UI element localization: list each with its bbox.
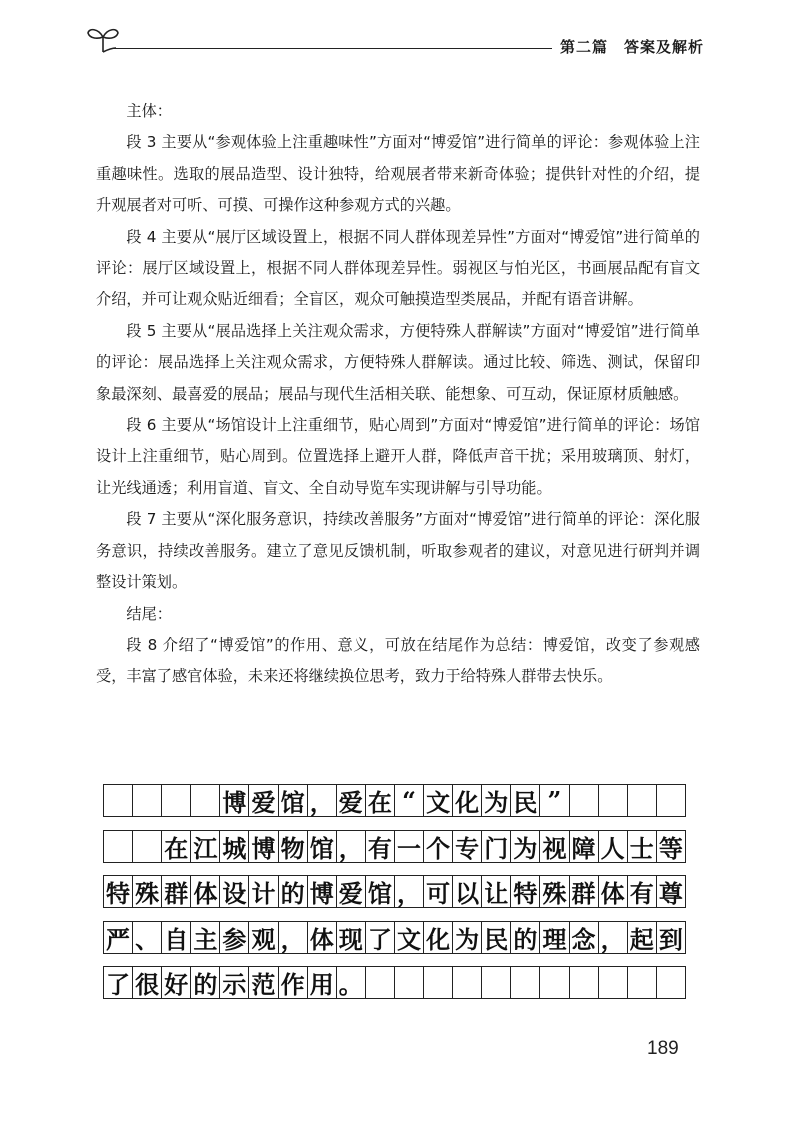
grid-cell: 特: [104, 875, 133, 908]
grid-cell: 在: [162, 830, 191, 863]
grid-cell: 起: [628, 921, 657, 954]
grid-cell: 爱: [249, 784, 278, 817]
grid-cell: 到: [657, 921, 686, 954]
paragraph: 主体：: [126, 102, 172, 120]
grid-cell: 自: [162, 921, 191, 954]
grid-cell: 计: [249, 875, 278, 908]
grid-cell: [570, 966, 599, 999]
grid-cell: 尊: [657, 875, 686, 908]
grid-cell: ，: [308, 784, 337, 817]
grid-cell: 化: [424, 921, 453, 954]
paragraph: 段 6 主要从“场馆设计上注重细节，贴心周到”方面对“博爱馆”进行简单的评论：场馆设计上注重细节，贴心周到。位置选择上避开人群，降低声音干扰；采用玻璃顶、射灯，让光线通透；利用盲道、盲文、全自动导览车实现讲解与引导功能。: [96, 416, 700, 497]
grid-cell: 门: [482, 830, 511, 863]
grid-row: [103, 875, 686, 908]
grid-cell: 为: [482, 784, 511, 817]
paragraph: 段 5 主要从“展品选择上关注观众需求，方便特殊人群解读”方面对“博爱馆”进行简单的评论：展品选择上关注观众需求，方便特殊人群解读。通过比较、筛选、测试，保留印象最深刻、最喜爱的展品；展品与现代生活相关联、能想象、可互动，保证原材质触感。: [96, 321, 700, 403]
grid-cell: 群: [570, 875, 599, 908]
grid-cell: 现: [337, 921, 366, 954]
grid-cell: 的: [279, 875, 308, 908]
grid-row: [103, 830, 686, 863]
grid-cell: [453, 966, 482, 999]
grid-cell: 博: [308, 875, 337, 908]
header-title: 第二篇 答案及解析: [560, 38, 705, 56]
grid-cell: 江: [191, 830, 220, 863]
grid-cell: 作: [279, 966, 308, 999]
grid-row: [103, 921, 686, 954]
grid-cell: [104, 830, 133, 863]
grid-cell: 民: [511, 784, 540, 817]
grid-cell: [570, 784, 599, 817]
grid-cell: 个: [424, 830, 453, 863]
grid-row: [103, 784, 686, 817]
grid-cell: 馆: [366, 875, 395, 908]
grid-cell: 的: [511, 921, 540, 954]
grid-cell: ，: [337, 830, 366, 863]
grid-cell: 了: [104, 966, 133, 999]
grid-cell: ，: [279, 921, 308, 954]
grid-cell: ，: [599, 921, 628, 954]
grid-cell: ，: [395, 875, 424, 908]
grid-cell: 观: [249, 921, 278, 954]
paragraph: 段 4 主要从“展厅区域设置上，根据不同人群体现差异性”方面对“博爱馆”进行简单的评论：展厅区域设置上，根据不同人群体现差异性。弱视区与怕光区，书画展品配有盲文介绍，并可让观众贴近细看；全盲区，观众可触摸造型类展品，并配有语音讲解。: [96, 227, 700, 309]
paragraph: 段 3 主要从“参观体验上注重趣味性”方面对“博爱馆”进行简单的评论：参观体验上注重趣味性。选取的展品造型、设计独特，给观展者带来新奇体验；提供针对性的介绍，提升观展者对可听、可摸、可操作这种参观方式的兴趣。: [96, 133, 700, 215]
grid-cell: 馆: [308, 830, 337, 863]
grid-cell: 严: [104, 921, 133, 954]
grid-cell: [657, 966, 686, 999]
grid-cell: [511, 966, 540, 999]
answer-grid: [103, 784, 686, 1012]
grid-cell: 理: [540, 921, 569, 954]
grid-cell: 参: [220, 921, 249, 954]
grid-cell: [191, 784, 220, 817]
paragraph: 结尾：: [126, 604, 172, 623]
grid-cell: 殊: [540, 875, 569, 908]
grid-row: [103, 966, 686, 999]
paragraph: 段 8 介绍了“博爱馆”的作用、意义，可放在结尾作为总结：博爱馆，改变了参观感受，丰富了感官体验，未来还将继续换位思考，致力于给特殊人群带去快乐。: [96, 635, 700, 686]
grid-cell: 很: [133, 966, 162, 999]
grid-cell: 文: [424, 784, 453, 817]
grid-cell: 以: [453, 875, 482, 908]
page-number: 189: [647, 1038, 679, 1059]
grid-cell: [133, 784, 162, 817]
grid-cell: 。: [337, 966, 366, 999]
grid-cell: [628, 784, 657, 817]
grid-cell: [599, 966, 628, 999]
grid-cell: 可: [424, 875, 453, 908]
grid-cell: 了: [366, 921, 395, 954]
grid-cell: 民: [482, 921, 511, 954]
grid-cell: ”: [540, 784, 569, 817]
sprout-icon: [86, 24, 120, 54]
grid-cell: 的: [191, 966, 220, 999]
grid-cell: [395, 966, 424, 999]
grid-cell: 殊: [133, 875, 162, 908]
grid-cell: 馆: [279, 784, 308, 817]
grid-cell: 设: [220, 875, 249, 908]
grid-cell: 范: [249, 966, 278, 999]
grid-cell: 视: [540, 830, 569, 863]
grid-cell: 好: [162, 966, 191, 999]
grid-cell: 一: [395, 830, 424, 863]
grid-cell: [657, 784, 686, 817]
grid-cell: 体: [308, 921, 337, 954]
grid-cell: 体: [191, 875, 220, 908]
grid-cell: 物: [279, 830, 308, 863]
grid-cell: 障: [570, 830, 599, 863]
grid-cell: 化: [453, 784, 482, 817]
grid-cell: 体: [599, 875, 628, 908]
grid-cell: 有: [366, 830, 395, 863]
grid-cell: 念: [570, 921, 599, 954]
grid-cell: [599, 784, 628, 817]
grid-cell: 等: [657, 830, 686, 863]
grid-cell: 博: [249, 830, 278, 863]
grid-cell: 士: [628, 830, 657, 863]
grid-cell: “: [395, 784, 424, 817]
grid-cell: 特: [511, 875, 540, 908]
grid-cell: [628, 966, 657, 999]
grid-cell: 城: [220, 830, 249, 863]
grid-cell: [424, 966, 453, 999]
grid-cell: 文: [395, 921, 424, 954]
paragraph: 段 7 主要从“深化服务意识，持续改善服务”方面对“博爱馆”进行简单的评论：深化服务意识，持续改善服务。建立了意见反馈机制，听取参观者的建议，对意见进行研判并调整设计策划。: [96, 510, 700, 592]
grid-cell: 群: [162, 875, 191, 908]
grid-cell: 、: [133, 921, 162, 954]
grid-cell: [366, 966, 395, 999]
grid-cell: [482, 966, 511, 999]
grid-cell: [540, 966, 569, 999]
grid-cell: [133, 830, 162, 863]
grid-cell: 博: [220, 784, 249, 817]
grid-cell: [104, 784, 133, 817]
grid-cell: 爱: [337, 784, 366, 817]
header-rule: [112, 48, 552, 49]
answer-analysis-text: [96, 96, 700, 693]
grid-cell: 爱: [337, 875, 366, 908]
grid-cell: 为: [453, 921, 482, 954]
grid-cell: 专: [453, 830, 482, 863]
grid-cell: 有: [628, 875, 657, 908]
grid-cell: 让: [482, 875, 511, 908]
grid-cell: 为: [511, 830, 540, 863]
grid-cell: 用: [308, 966, 337, 999]
grid-cell: 示: [220, 966, 249, 999]
grid-cell: 人: [599, 830, 628, 863]
grid-cell: 主: [191, 921, 220, 954]
grid-cell: [162, 784, 191, 817]
grid-cell: 在: [366, 784, 395, 817]
